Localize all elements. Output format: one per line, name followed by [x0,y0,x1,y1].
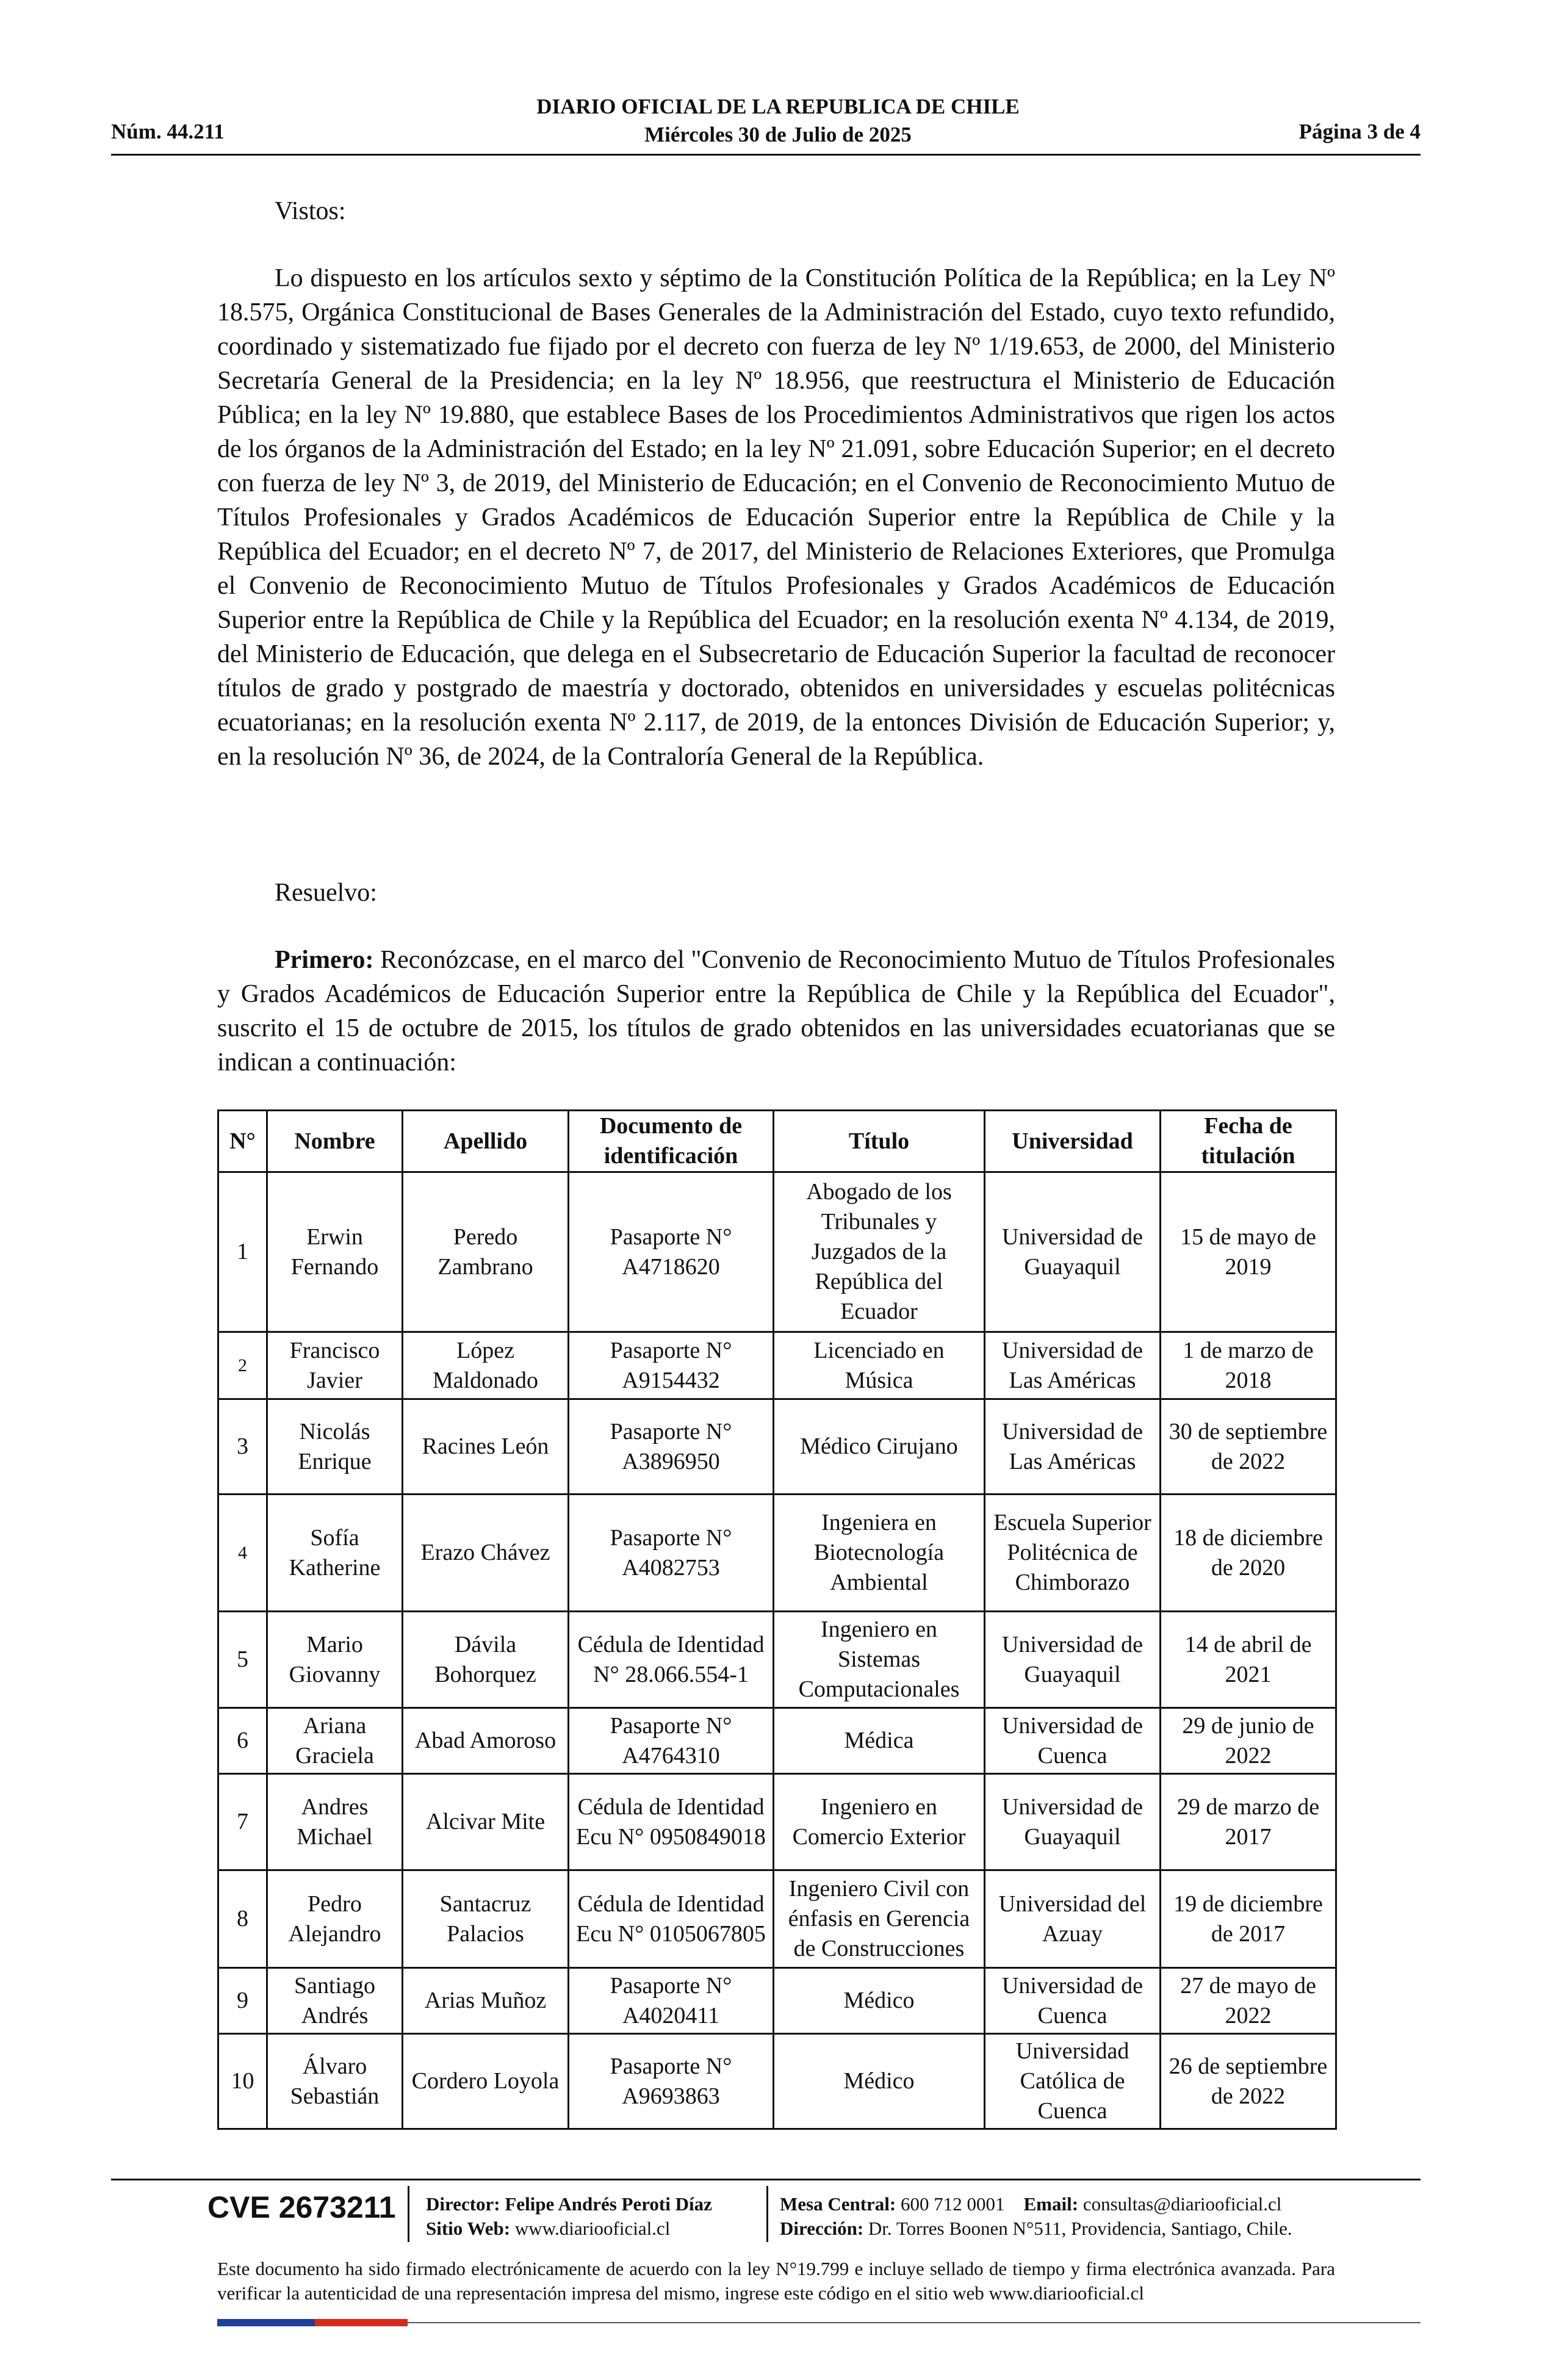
table-row [218,1774,1336,1870]
table-row [218,1495,1336,1612]
cell-titulo: Médica [774,1708,985,1774]
cell-apellido: Erazo Chávez [403,1495,569,1612]
cell-apellido: López Maldonado [403,1332,569,1399]
table-row [218,1708,1336,1774]
cell-documento: Pasaporte N° A9154432 [569,1332,774,1399]
cell-n: 9 [218,1968,267,2034]
website-label: Sitio Web: [426,2218,511,2239]
col-header-universidad: Universidad [985,1111,1161,1172]
footer-website [426,2216,670,2241]
cell-universidad: Universidad Católica de Cuenca [985,2034,1161,2129]
col-header-documento: Documento de identificación [569,1111,774,1172]
cell-documento: Cédula de Identidad Ecu N° 0105067805 [569,1870,774,1968]
cell-fecha: 19 de diciembre de 2017 [1161,1870,1336,1968]
cell-nombre: Pedro Alejandro [267,1870,403,1968]
cell-fecha: 18 de diciembre de 2020 [1161,1495,1336,1612]
cell-universidad: Universidad de Cuenca [985,1708,1161,1774]
cve-code: CVE 2673211 [207,2190,396,2224]
header-divider [111,154,1421,156]
cell-titulo: Ingeniero en Comercio Exterior [774,1774,985,1870]
cell-n: 4 [218,1495,267,1612]
publication-title: DIARIO OFICIAL DE LA REPUBLICA DE CHILE [536,95,1020,118]
flag-stripe-blue [217,2319,315,2326]
cell-universidad: Universidad de Las Américas [985,1399,1161,1495]
issue-number: Núm. 44.211 [111,120,225,143]
cell-fecha: 15 de mayo de 2019 [1161,1172,1336,1332]
cell-n: 2 [218,1332,267,1399]
cell-documento: Cédula de Identidad Ecu N° 0950849018 [569,1774,774,1870]
cell-universidad: Universidad de Guayaquil [985,1774,1161,1870]
cell-titulo: Ingeniero en Sistemas Computacionales [774,1612,985,1708]
cell-fecha: 29 de junio de 2022 [1161,1708,1336,1774]
cell-titulo: Licenciado en Música [774,1332,985,1399]
col-header-n: N° [218,1111,267,1172]
cell-nombre: Nicolás Enrique [267,1399,403,1495]
footer-separator [766,2186,768,2242]
col-header-nombre: Nombre [267,1111,403,1172]
cell-fecha: 27 de mayo de 2022 [1161,1968,1336,2034]
cell-titulo: Médico Cirujano [774,1399,985,1495]
footer-divider-top [111,2179,1421,2180]
cell-titulo: Ingeniera en Biotecnología Ambiental [774,1495,985,1612]
cell-nombre: Santiago Andrés [267,1968,403,2034]
primero-text: Reconózcase, en el marco del "Convenio de Reconocimiento Mutuo de Títulos Profesionales y Grados Académicos de Educación Superior entre la República de Chile y la República del Ecuador", suscrito el 15 de octubre de 2015, los títulos de grado obtenidos en las universidades ecuatorianas que se indican a continuación: [217,946,1335,1076]
email-link[interactable]: consultas@diariooficial.cl [1082,2193,1282,2215]
cell-universidad: Universidad de Guayaquil [985,1612,1161,1708]
table-row [218,1968,1336,2034]
table-row [218,1172,1336,1332]
cell-nombre: Álvaro Sebastián [267,2034,403,2129]
footer-mesa-email [780,2192,1281,2216]
cell-fecha: 29 de marzo de 2017 [1161,1774,1336,1870]
cell-nombre: Erwin Fernando [267,1172,403,1332]
col-header-apellido: Apellido [403,1111,569,1172]
cell-universidad: Universidad de Cuenca [985,1968,1161,2034]
cell-apellido: Abad Amoroso [403,1708,569,1774]
cell-fecha: 1 de marzo de 2018 [1161,1332,1336,1399]
address-text: Dr. Torres Boonen N°511, Providencia, Santiago, Chile. [868,2218,1292,2239]
cell-titulo: Ingeniero Civil con énfasis en Gerencia de Construcciones [774,1870,985,1968]
cell-apellido: Racines León [403,1399,569,1495]
cell-n: 3 [218,1399,267,1495]
cell-titulo: Abogado de los Tribunales y Juzgados de la República del Ecuador [774,1172,985,1332]
cell-documento: Cédula de Identidad N° 28.066.554-1 [569,1612,774,1708]
vistos-paragraph: Lo dispuesto en los artículos sexto y séptimo de la Constitución Política de la República; en la Ley Nº 18.575, Orgánica Constitucional de Bases Generales de la Administración del Estado, cuyo texto refundido, coordinado y sistematizado fue fijado por el decreto con fuerza de ley Nº 1/19.653, de 2000, del Ministerio Secretaría General de la Presidencia; en la ley Nº 18.956, que reestructura el Ministerio de Educación Pública; en la ley Nº 19.880, que establece Bases de los Procedimientos Administrativos que rigen los actos de los órganos de la Administración del Estado; en la ley Nº 21.091, sobre Educación Superior; en el decreto con fuerza de ley Nº 3, de 2019, del Ministerio de Educación; en el Convenio de Reconocimiento Mutuo de Títulos Profesionales y Grados Académicos de Educación Superior entre la República de Chile y la República del Ecuador; en el decreto Nº 7, de 2017, del Ministerio de Relaciones Exteriores, que Promulga el Convenio de Reconocimiento Mutuo de Títulos Profesionales y Grados Académicos de Educación Superior entre la República de Chile y la República del Ecuador; en la resolución exenta Nº 4.134, de 2019, del Ministerio de Educación, que delega en el Subsecretario de Educación Superior la facultad de reconocer títulos de grado y postgrado de maestría y doctorado, obtenidos en universidades y escuelas politécnicas ecuatorianas; en la resolución exenta Nº 2.117, de 2019, de la entonces División de Educación Superior; y, en la resolución Nº 36, de 2024, de la Contraloría General de la República. [217,264,1335,771]
footer-address [780,2216,1292,2241]
cell-n: 7 [218,1774,267,1870]
cell-documento: Pasaporte N° A3896950 [569,1399,774,1495]
primero-lead: Primero: [275,946,374,974]
cell-documento: Pasaporte N° A4020411 [569,1968,774,2034]
vistos-label: Vistos: [275,197,346,225]
cell-nombre: Sofía Katherine [267,1495,403,1612]
cell-apellido: Arias Muñoz [403,1968,569,2034]
titles-table [217,1109,1337,2130]
cell-fecha: 26 de septiembre de 2022 [1161,2034,1336,2129]
cell-nombre: Ariana Graciela [267,1708,403,1774]
cell-apellido: Alcivar Mite [403,1774,569,1870]
table-row [218,1399,1336,1495]
cell-universidad: Universidad de Las Américas [985,1332,1161,1399]
col-header-fecha: Fecha de titulación [1161,1111,1336,1172]
mesa-label: Mesa Central: [780,2193,896,2215]
website-link[interactable]: www.diariooficial.cl [514,2218,671,2239]
cell-fecha: 14 de abril de 2021 [1161,1612,1336,1708]
col-header-titulo: Título [774,1111,985,1172]
cell-n: 5 [218,1612,267,1708]
cell-n: 10 [218,2034,267,2129]
cell-apellido: Santacruz Palacios [403,1870,569,1968]
cell-apellido: Dávila Bohorquez [403,1612,569,1708]
cell-nombre: Andres Michael [267,1774,403,1870]
address-label: Dirección: [780,2218,864,2239]
cell-titulo: Médico [774,2034,985,2129]
legal-notice: Este documento ha sido firmado electrónicamente de acuerdo con la ley N°19.799 e incluye sellado de tiempo y firma electrónica avanzada. Para verificar la autenticidad de una representación impresa del mismo, ingrese este código en el sitio web www.diariooficial.cl [217,2258,1335,2304]
mesa-phone: 600 712 0001 [901,2193,1005,2215]
primero-paragraph [217,943,1335,1080]
cell-apellido: Peredo Zambrano [403,1172,569,1332]
email-label: Email: [1023,2193,1079,2215]
table-header-row [218,1111,1336,1172]
cell-titulo: Médico [774,1968,985,2034]
cell-nombre: Francisco Javier [267,1332,403,1399]
cell-documento: Pasaporte N° A4764310 [569,1708,774,1774]
page-number: Página 3 de 4 [1298,120,1421,143]
footer-director [426,2192,712,2216]
resuelvo-label: Resuelvo: [275,879,377,907]
cell-universidad: Escuela Superior Politécnica de Chimborazo [985,1495,1161,1612]
cell-fecha: 30 de septiembre de 2022 [1161,1399,1336,1495]
cell-n: 6 [218,1708,267,1774]
cell-n: 1 [218,1172,267,1332]
cell-nombre: Mario Giovanny [267,1612,403,1708]
table-row [218,1870,1336,1968]
director-label: Director: [426,2193,500,2215]
cell-apellido: Cordero Loyola [403,2034,569,2129]
cell-documento: Pasaporte N° A9693863 [569,2034,774,2129]
flag-stripe-red [315,2319,408,2326]
footer-divider-bottom [408,2322,1421,2323]
footer-separator [408,2186,409,2242]
director-name: Felipe Andrés Peroti Díaz [505,2193,712,2215]
cell-universidad: Universidad de Guayaquil [985,1172,1161,1332]
table-row [218,1332,1336,1399]
table-row [218,1612,1336,1708]
cell-documento: Pasaporte N° A4718620 [569,1172,774,1332]
cell-universidad: Universidad del Azuay [985,1870,1161,1968]
issue-date: Miércoles 30 de Julio de 2025 [644,123,912,146]
cell-documento: Pasaporte N° A4082753 [569,1495,774,1612]
table-row [218,2034,1336,2129]
cell-n: 8 [218,1870,267,1968]
